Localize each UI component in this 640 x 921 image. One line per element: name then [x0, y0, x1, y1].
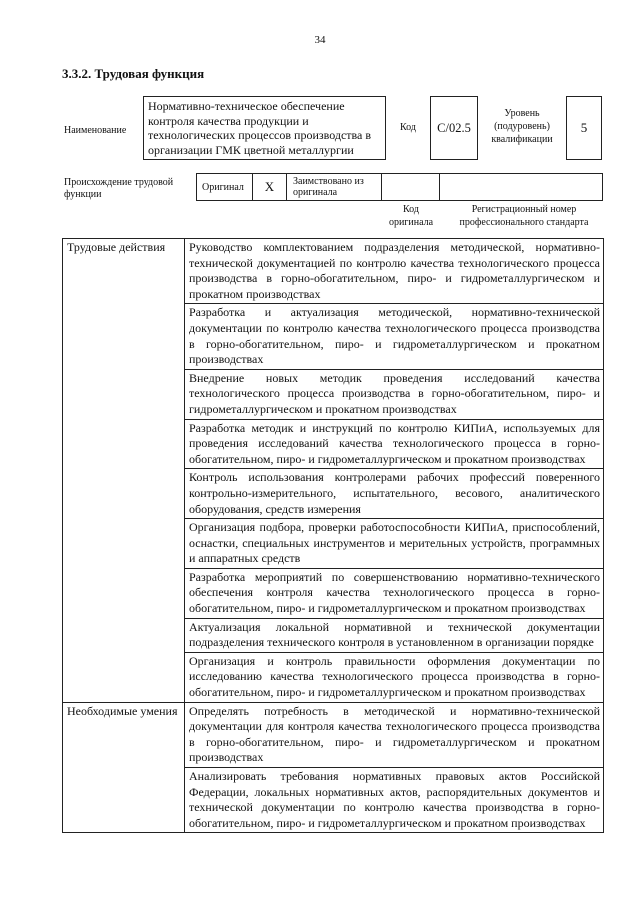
- code-label: Код: [400, 122, 416, 133]
- table-row: [63, 239, 604, 304]
- action-cell: Внедрение новых методик проведения исследований качества технологического процесса производства в горно-обогатительном, пиро- и гидрометаллургическом и прокатном производствах: [185, 369, 604, 419]
- action-cell: Организация подбора, проверки работоспособности КИПиА, приспособлений, оснастки, специальных инструментов и мерительных устройств, программных и аппаратных средств: [185, 519, 604, 569]
- action-cell: Организация и контроль правильности оформления документации по исследованию качества технологического процесса производства в горно-обогатительном, пиро- и гидрометаллургическом и прокатном производствах: [185, 652, 604, 702]
- action-cell: Актуализация локальной нормативной и технической документации подразделения технического контроля в установленном в организации порядке: [185, 618, 604, 652]
- action-cell: Руководство комплектованием подразделения методической, нормативно-технической документацией по контролю качества технологического процесса производства в горно-обогатительном, пиро- и гидрометаллургическом и прокатном производствах: [185, 239, 604, 304]
- original-code-caption: Код оригинала: [388, 204, 434, 228]
- original-code-cell: [382, 174, 440, 200]
- origin-row: [196, 173, 603, 201]
- table-row: [63, 702, 604, 767]
- action-cell: Разработка мероприятий по совершенствованию нормативно-технического обеспечения контроля качества технологического процесса в горно-обогатительном, пиро- и гидрометаллургическом и прокатном производствах: [185, 568, 604, 618]
- action-cell: Определять потребность в методической и нормативно-технической документации для контроля качества технологического процесса производства в горно-обогатительном, пиро- и гидрометаллургическом и прокатном производствах: [185, 702, 604, 767]
- level-label: Уровень (подуровень) квалификации: [491, 108, 553, 145]
- original-mark: X: [253, 174, 287, 200]
- function-table: [62, 238, 604, 833]
- name-label: Наименование: [64, 125, 127, 136]
- action-cell: Анализировать требования нормативных правовых актов Российской Федерации, локальных нормативных актов, распорядительных документов и технической документации по контролю качества производства в горно-обогатительном, пиро- и гидрометаллургическом и прокатном производствах: [185, 768, 604, 833]
- category-cell: Трудовые действия: [63, 239, 185, 703]
- action-cell: Разработка методик и инструкций по контролю КИПиА, используемых для проведения исследований качества технологического процесса в горно-обогатительном, пиро- и гидрометаллургическом и прокатном производствах: [185, 419, 604, 469]
- origin-label: Происхождение трудовой функции: [64, 177, 174, 200]
- function-name-box: Нормативно-техническое обеспечение контроля качества продукции и технологических процессов производства в организации ГМК цветной металлургии: [143, 96, 386, 160]
- action-cell: Разработка и актуализация методической, нормативно-технической документации по контролю качества технологического процесса производства в горно-обогатительном, пиро- и гидрометаллургическом и прокатном производствах: [185, 304, 604, 369]
- original-label: Оригинал: [197, 174, 253, 200]
- action-cell: Контроль использования контролерами рабочих профессий поверенного контрольно-измерительного, испытательного, весового, аналитического оборудования, средств измерения: [185, 469, 604, 519]
- section-title: 3.3.2. Трудовая функция: [62, 66, 205, 81]
- category-cell: Необходимые умения: [63, 702, 185, 833]
- reg-number-caption: Регистрационный номер профессионального стандарта: [459, 204, 589, 228]
- borrowed-label: Заимствовано из оригинала: [287, 174, 382, 200]
- code-box: C/02.5: [430, 96, 478, 160]
- page-number: 34: [314, 34, 326, 46]
- level-box: 5: [566, 96, 602, 160]
- reg-number-cell: [440, 174, 602, 200]
